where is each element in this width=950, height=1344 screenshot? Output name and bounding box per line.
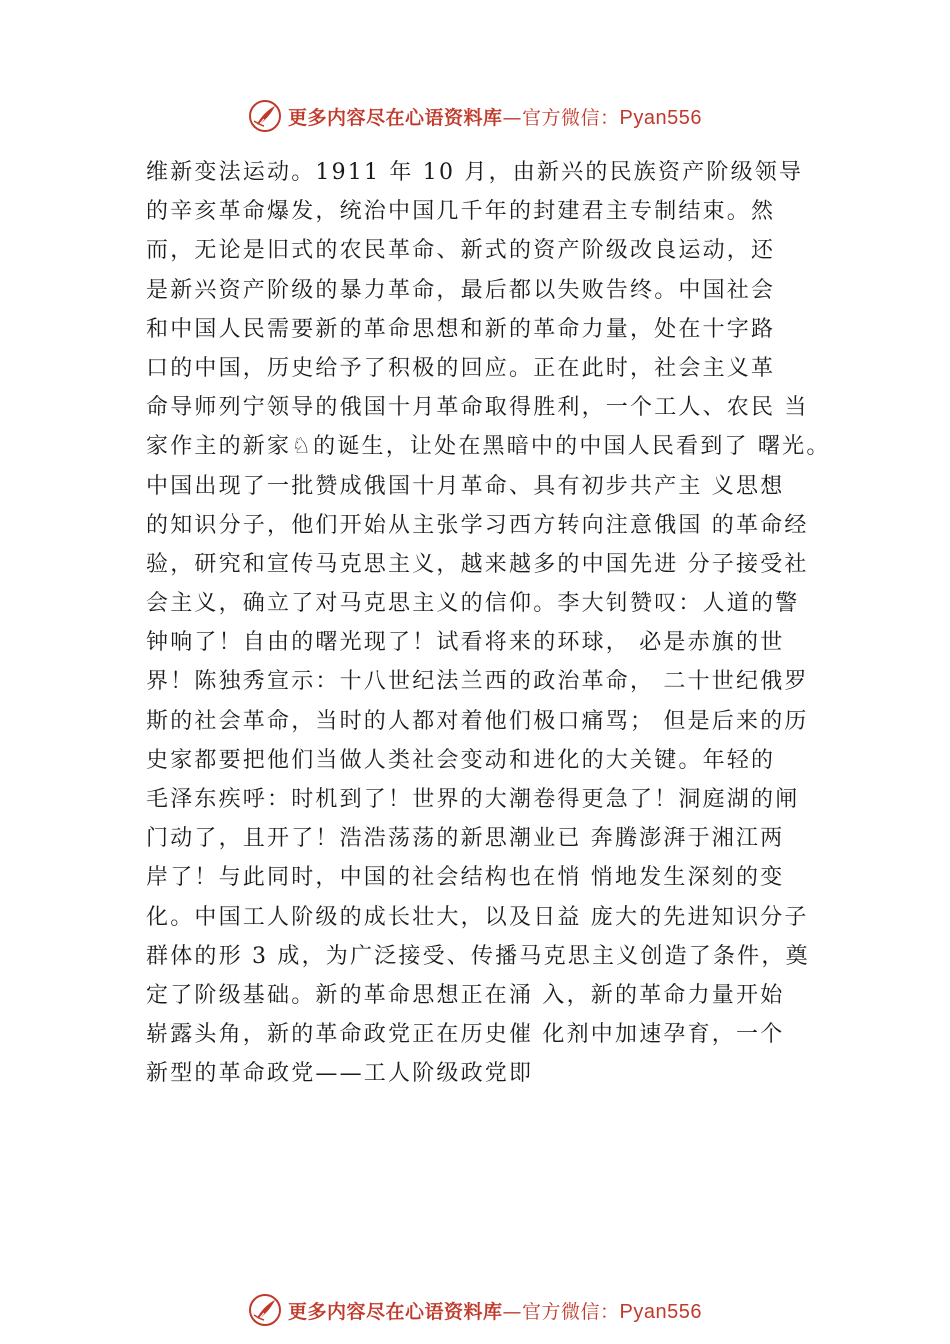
text-line: 验，研究和宣传马克思主义，越来越多的中国先进 分子接受社 [146,551,809,577]
text-line: 家作主的新家♘的诞生，让处在黑暗中的中国人民看到了 曙光。 [146,434,831,460]
text-line: 新型的革命政党——工人阶级政党即 [146,1061,534,1087]
footer-wechat-id: Pyan556 [619,1300,702,1323]
text-line: 和中国人民需要新的革命思想和新的革命力量，处在十字路 [146,316,776,342]
text-line: 斯的社会革命，当时的人都对着他们极口痛骂； 但是后来的历 [146,708,809,734]
text-line: 而，无论是旧式的农民革命、新式的资产阶级改良运动，还 [146,238,776,264]
text-line: 崭露头角，新的革命政党正在历史催 化剂中加速孕育，一个 [146,1022,785,1048]
text-line: 岸了！与此同时，中国的社会结构也在悄 悄地发生深刻的变 [146,865,785,891]
header-brand: 更多内容尽在心语资料库 [288,106,503,129]
text-line: 命导师列宁领导的俄国十月革命取得胜利，一个工人、农民 当 [146,395,809,421]
footer-text [288,1297,702,1324]
text-line: 中国出现了一批赞成俄国十月革命、具有初步共产主 义思想 [146,473,785,499]
text-line: 界！陈独秀宣示：十八世纪法兰西的政治革命， 二十世纪俄罗 [146,669,809,695]
header-banner-inner [248,99,702,133]
text-line: 的辛亥革命爆发，统治中国几千年的封建君主专制结束。然 [146,199,776,225]
footer-banner [0,1288,950,1332]
footer-banner-inner [248,1293,702,1327]
text-line: 门动了，且开了！浩浩荡荡的新思潮业已 奔腾澎湃于湘江两 [146,826,785,852]
text-line: 钟响了！自由的曙光现了！试看将来的环球， 必是赤旗的世 [146,630,785,656]
text-line: 毛泽东疾呼：时机到了！世界的大潮卷得更急了！洞庭湖的闸 [146,787,800,812]
text-line: 定了阶级基础。新的革命思想正在涌 入，新的革命力量开始 [146,982,785,1008]
footer-brand: 更多内容尽在心语资料库 [288,1300,503,1323]
text-line: 口的中国，历史给予了积极的回应。正在此时，社会主义革 [146,355,776,381]
text-line: 史家都要把他们当做人类社会变动和进化的大关键。年轻的 [146,747,776,773]
quill-seal-icon [248,1293,282,1327]
text-line: 维新变法运动。1911 年 10 月，由新兴的民族资产阶级领导 [146,160,804,185]
quill-seal-icon [248,99,282,133]
body-text [146,153,846,1094]
text-line: 会主义，确立了对马克思主义的信仰。李大钊赞叹：人道的警 [146,591,800,617]
header-separator: — [502,106,523,129]
footer-separator: — [502,1300,523,1323]
header-wechat-id: Pyan556 [619,106,702,129]
footer-wechat-label: 官方微信： [522,1300,620,1323]
text-line: 群体的形 3 成，为广泛接受、传播马克思主义创造了条件，奠 [146,943,810,969]
text-line: 的知识分子，他们开始从主张学习西方转向注意俄国 的革命经 [146,512,809,538]
header-text [288,103,702,130]
text-line: 化。中国工人阶级的成长壮大，以及日益 庞大的先进知识分子 [146,904,809,930]
header-banner [0,94,950,138]
text-line: 是新兴资产阶级的暴力革命，最后都以失败告终。中国社会 [146,277,776,303]
header-wechat-label: 官方微信： [522,106,620,129]
